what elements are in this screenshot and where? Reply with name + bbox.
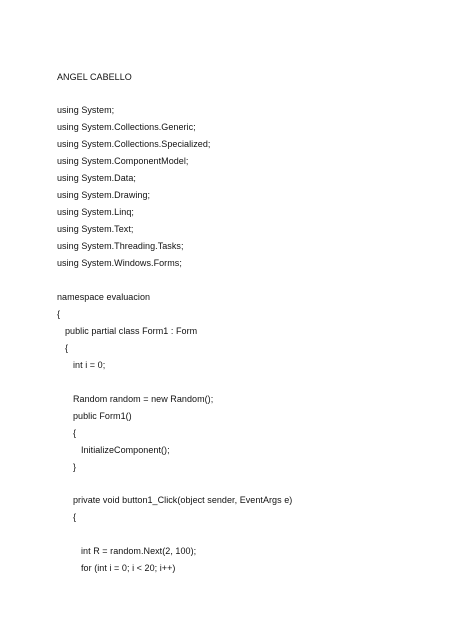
code-line: for (int i = 0; i < 20; i++) xyxy=(81,563,176,573)
code-line: { xyxy=(57,309,61,319)
code-line: public Form1() xyxy=(73,411,132,421)
code-line: } xyxy=(73,462,77,472)
code-line: int R = random.Next(2, 100); xyxy=(81,546,197,556)
code-line: using System.ComponentModel; xyxy=(57,156,189,166)
code-line: { xyxy=(65,343,69,353)
code-line: using System.Text; xyxy=(57,224,134,234)
code-line: Random random = new Random(); xyxy=(73,394,214,404)
code-line: int i = 0; xyxy=(73,360,106,370)
code-line: using System.Collections.Generic; xyxy=(57,122,196,132)
code-line: using System.Linq; xyxy=(57,207,134,217)
code-line: InitializeComponent(); xyxy=(81,445,170,455)
code-line: public partial class Form1 : Form xyxy=(65,326,198,336)
code-line: using System.Collections.Specialized; xyxy=(57,139,211,149)
code-line: using System.Windows.Forms; xyxy=(57,258,182,268)
code-line: namespace evaluacion xyxy=(57,292,151,302)
code-line: using System.Threading.Tasks; xyxy=(57,241,184,251)
code-line: using System; xyxy=(57,105,115,115)
code-line: using System.Data; xyxy=(57,173,136,183)
code-line: { xyxy=(73,512,77,522)
author-name: ANGEL CABELLO xyxy=(57,72,132,82)
code-line: using System.Drawing; xyxy=(57,190,151,200)
code-line: private void button1_Click(object sender, EventArgs e) xyxy=(73,495,293,505)
code-line: { xyxy=(73,428,77,438)
